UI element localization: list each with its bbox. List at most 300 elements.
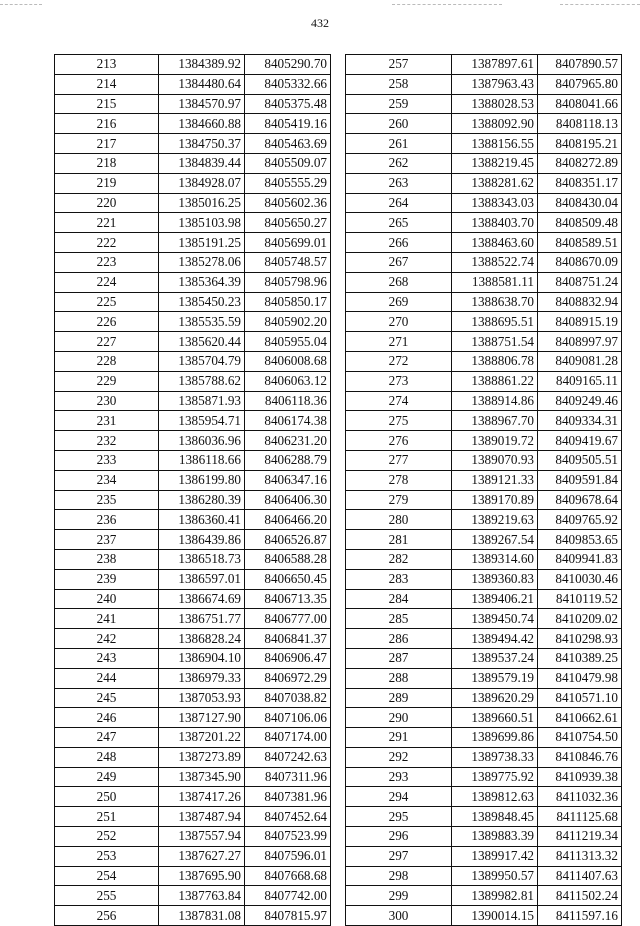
point-number-cell: 233 — [55, 450, 159, 470]
y-coordinate-cell: 8409591.84 — [538, 470, 622, 490]
x-coordinate-cell: 1387487.94 — [159, 807, 245, 827]
y-coordinate-cell: 8405509.07 — [245, 153, 331, 173]
y-coordinate-cell: 8406288.79 — [245, 450, 331, 470]
y-coordinate-cell: 8410209.02 — [538, 609, 622, 629]
top-rule-mid — [392, 4, 502, 5]
x-coordinate-cell: 1387201.22 — [159, 728, 245, 748]
y-coordinate-cell: 8410389.25 — [538, 648, 622, 668]
x-coordinate-cell: 1389982.81 — [452, 886, 538, 906]
table-row — [346, 74, 622, 94]
table-row — [346, 450, 622, 470]
table-row — [55, 312, 331, 332]
x-coordinate-cell: 1386979.33 — [159, 668, 245, 688]
point-number-cell: 289 — [346, 688, 452, 708]
table-row — [346, 708, 622, 728]
table-row — [55, 332, 331, 352]
table-row — [346, 668, 622, 688]
table-row — [346, 153, 622, 173]
x-coordinate-cell: 1388581.11 — [452, 272, 538, 292]
y-coordinate-cell: 8408997.97 — [538, 332, 622, 352]
point-number-cell: 268 — [346, 272, 452, 292]
point-number-cell: 288 — [346, 668, 452, 688]
x-coordinate-cell: 1388156.55 — [452, 134, 538, 154]
point-number-cell: 285 — [346, 609, 452, 629]
table-row — [55, 846, 331, 866]
y-coordinate-cell: 8407381.96 — [245, 787, 331, 807]
point-number-cell: 271 — [346, 332, 452, 352]
x-coordinate-cell: 1389170.89 — [452, 490, 538, 510]
y-coordinate-cell: 8407106.06 — [245, 708, 331, 728]
point-number-cell: 260 — [346, 114, 452, 134]
point-number-cell: 295 — [346, 807, 452, 827]
point-number-cell: 229 — [55, 371, 159, 391]
x-coordinate-cell: 1389620.29 — [452, 688, 538, 708]
point-number-cell: 278 — [346, 470, 452, 490]
point-number-cell: 300 — [346, 906, 452, 926]
y-coordinate-cell: 8409334.31 — [538, 411, 622, 431]
x-coordinate-cell: 1385871.93 — [159, 391, 245, 411]
y-coordinate-cell: 8410298.93 — [538, 629, 622, 649]
y-coordinate-cell: 8405602.36 — [245, 193, 331, 213]
table-row — [346, 470, 622, 490]
table-row — [55, 510, 331, 530]
y-coordinate-cell: 8405699.01 — [245, 233, 331, 253]
table-row — [55, 589, 331, 609]
x-coordinate-cell: 1386360.41 — [159, 510, 245, 530]
x-coordinate-cell: 1389121.33 — [452, 470, 538, 490]
table-row — [346, 55, 622, 75]
table-row — [55, 153, 331, 173]
x-coordinate-cell: 1386751.77 — [159, 609, 245, 629]
point-number-cell: 297 — [346, 846, 452, 866]
y-coordinate-cell: 8406713.35 — [245, 589, 331, 609]
y-coordinate-cell: 8409505.51 — [538, 450, 622, 470]
point-number-cell: 250 — [55, 787, 159, 807]
table-row — [346, 530, 622, 550]
y-coordinate-cell: 8410939.38 — [538, 767, 622, 787]
y-coordinate-cell: 8410479.98 — [538, 668, 622, 688]
point-number-cell: 262 — [346, 153, 452, 173]
y-coordinate-cell: 8406063.12 — [245, 371, 331, 391]
table-row — [55, 747, 331, 767]
point-number-cell: 222 — [55, 233, 159, 253]
table-row — [55, 708, 331, 728]
y-coordinate-cell: 8408272.89 — [538, 153, 622, 173]
point-number-cell: 280 — [346, 510, 452, 530]
point-number-cell: 245 — [55, 688, 159, 708]
point-number-cell: 269 — [346, 292, 452, 312]
x-coordinate-cell: 1388219.45 — [452, 153, 538, 173]
point-number-cell: 293 — [346, 767, 452, 787]
table-row — [346, 193, 622, 213]
x-coordinate-cell: 1386280.39 — [159, 490, 245, 510]
point-number-cell: 231 — [55, 411, 159, 431]
table-row — [55, 728, 331, 748]
x-coordinate-cell: 1384750.37 — [159, 134, 245, 154]
point-number-cell: 276 — [346, 431, 452, 451]
table-row — [346, 272, 622, 292]
y-coordinate-cell: 8405798.96 — [245, 272, 331, 292]
table-row — [55, 74, 331, 94]
point-number-cell: 227 — [55, 332, 159, 352]
y-coordinate-cell: 8411125.68 — [538, 807, 622, 827]
table-row — [346, 114, 622, 134]
x-coordinate-cell: 1388751.54 — [452, 332, 538, 352]
table-row — [55, 490, 331, 510]
table-row — [346, 371, 622, 391]
table-row — [346, 688, 622, 708]
y-coordinate-cell: 8406008.68 — [245, 351, 331, 371]
x-coordinate-cell: 1389314.60 — [452, 549, 538, 569]
x-coordinate-cell: 1384660.88 — [159, 114, 245, 134]
table-row — [346, 866, 622, 886]
y-coordinate-cell: 8410846.76 — [538, 747, 622, 767]
point-number-cell: 241 — [55, 609, 159, 629]
table-row — [55, 668, 331, 688]
table-row — [55, 213, 331, 233]
y-coordinate-cell: 8408915.19 — [538, 312, 622, 332]
y-coordinate-cell: 8405955.04 — [245, 332, 331, 352]
point-number-cell: 256 — [55, 906, 159, 926]
x-coordinate-cell: 1384928.07 — [159, 173, 245, 193]
point-number-cell: 249 — [55, 767, 159, 787]
x-coordinate-cell: 1389950.57 — [452, 866, 538, 886]
table-row — [346, 549, 622, 569]
point-number-cell: 275 — [346, 411, 452, 431]
x-coordinate-cell: 1389360.83 — [452, 569, 538, 589]
point-number-cell: 286 — [346, 629, 452, 649]
y-coordinate-cell: 8406406.30 — [245, 490, 331, 510]
x-coordinate-cell: 1384839.44 — [159, 153, 245, 173]
table-row — [55, 173, 331, 193]
table-row — [55, 866, 331, 886]
x-coordinate-cell: 1386597.01 — [159, 569, 245, 589]
y-coordinate-cell: 8409081.28 — [538, 351, 622, 371]
point-number-cell: 235 — [55, 490, 159, 510]
table-row — [346, 886, 622, 906]
top-rule-right — [560, 4, 640, 5]
x-coordinate-cell: 1385535.59 — [159, 312, 245, 332]
x-coordinate-cell: 1388281.62 — [452, 173, 538, 193]
x-coordinate-cell: 1386828.24 — [159, 629, 245, 649]
y-coordinate-cell: 8410119.52 — [538, 589, 622, 609]
table-row — [346, 292, 622, 312]
x-coordinate-cell: 1387695.90 — [159, 866, 245, 886]
x-coordinate-cell: 1388028.53 — [452, 94, 538, 114]
x-coordinate-cell: 1389579.19 — [452, 668, 538, 688]
y-coordinate-cell: 8411219.34 — [538, 827, 622, 847]
coordinate-table-left — [54, 54, 331, 926]
y-coordinate-cell: 8406174.38 — [245, 411, 331, 431]
table-row — [55, 351, 331, 371]
x-coordinate-cell: 1389738.33 — [452, 747, 538, 767]
table-row — [55, 371, 331, 391]
point-number-cell: 261 — [346, 134, 452, 154]
x-coordinate-cell: 1387627.27 — [159, 846, 245, 866]
point-number-cell: 243 — [55, 648, 159, 668]
point-number-cell: 246 — [55, 708, 159, 728]
table-row — [346, 609, 622, 629]
point-number-cell: 225 — [55, 292, 159, 312]
point-number-cell: 218 — [55, 153, 159, 173]
y-coordinate-cell: 8408041.66 — [538, 94, 622, 114]
point-number-cell: 226 — [55, 312, 159, 332]
x-coordinate-cell: 1386199.80 — [159, 470, 245, 490]
table-row — [346, 351, 622, 371]
x-coordinate-cell: 1390014.15 — [452, 906, 538, 926]
table-row — [55, 470, 331, 490]
y-coordinate-cell: 8407890.57 — [538, 55, 622, 75]
table-row — [55, 193, 331, 213]
y-coordinate-cell: 8405555.29 — [245, 173, 331, 193]
x-coordinate-cell: 1387557.94 — [159, 827, 245, 847]
y-coordinate-cell: 8409853.65 — [538, 530, 622, 550]
x-coordinate-cell: 1386118.66 — [159, 450, 245, 470]
x-coordinate-cell: 1384480.64 — [159, 74, 245, 94]
y-coordinate-cell: 8409765.92 — [538, 510, 622, 530]
point-number-cell: 299 — [346, 886, 452, 906]
point-number-cell: 240 — [55, 589, 159, 609]
x-coordinate-cell: 1387127.90 — [159, 708, 245, 728]
y-coordinate-cell: 8411597.16 — [538, 906, 622, 926]
table-row — [346, 94, 622, 114]
table-row — [346, 134, 622, 154]
y-coordinate-cell: 8410030.46 — [538, 569, 622, 589]
point-number-cell: 254 — [55, 866, 159, 886]
table-row — [55, 827, 331, 847]
x-coordinate-cell: 1389537.24 — [452, 648, 538, 668]
y-coordinate-cell: 8410571.10 — [538, 688, 622, 708]
x-coordinate-cell: 1385788.62 — [159, 371, 245, 391]
x-coordinate-cell: 1386036.96 — [159, 431, 245, 451]
x-coordinate-cell: 1388806.78 — [452, 351, 538, 371]
point-number-cell: 232 — [55, 431, 159, 451]
x-coordinate-cell: 1387963.43 — [452, 74, 538, 94]
table-row — [55, 629, 331, 649]
table-row — [55, 688, 331, 708]
point-number-cell: 298 — [346, 866, 452, 886]
x-coordinate-cell: 1387763.84 — [159, 886, 245, 906]
table-row — [55, 233, 331, 253]
point-number-cell: 221 — [55, 213, 159, 233]
y-coordinate-cell: 8410754.50 — [538, 728, 622, 748]
y-coordinate-cell: 8406118.36 — [245, 391, 331, 411]
point-number-cell: 224 — [55, 272, 159, 292]
point-number-cell: 216 — [55, 114, 159, 134]
y-coordinate-cell: 8409941.83 — [538, 549, 622, 569]
point-number-cell: 255 — [55, 886, 159, 906]
point-number-cell: 277 — [346, 450, 452, 470]
x-coordinate-cell: 1388638.70 — [452, 292, 538, 312]
point-number-cell: 265 — [346, 213, 452, 233]
table-row — [346, 312, 622, 332]
point-number-cell: 282 — [346, 549, 452, 569]
point-number-cell: 215 — [55, 94, 159, 114]
y-coordinate-cell: 8411032.36 — [538, 787, 622, 807]
table-row — [55, 292, 331, 312]
point-number-cell: 290 — [346, 708, 452, 728]
y-coordinate-cell: 8409249.46 — [538, 391, 622, 411]
table-row — [346, 391, 622, 411]
x-coordinate-cell: 1385103.98 — [159, 213, 245, 233]
y-coordinate-cell: 8408195.21 — [538, 134, 622, 154]
page-number: 432 — [311, 16, 329, 30]
table-row — [346, 787, 622, 807]
point-number-cell: 267 — [346, 252, 452, 272]
y-coordinate-cell: 8406347.16 — [245, 470, 331, 490]
x-coordinate-cell: 1387053.93 — [159, 688, 245, 708]
table-row — [55, 609, 331, 629]
y-coordinate-cell: 8408589.51 — [538, 233, 622, 253]
x-coordinate-cell: 1385954.71 — [159, 411, 245, 431]
x-coordinate-cell: 1385016.25 — [159, 193, 245, 213]
table-row — [346, 846, 622, 866]
table-row — [55, 569, 331, 589]
y-coordinate-cell: 8409165.11 — [538, 371, 622, 391]
point-number-cell: 287 — [346, 648, 452, 668]
x-coordinate-cell: 1389494.42 — [452, 629, 538, 649]
point-number-cell: 272 — [346, 351, 452, 371]
y-coordinate-cell: 8406841.37 — [245, 629, 331, 649]
x-coordinate-cell: 1386518.73 — [159, 549, 245, 569]
point-number-cell: 234 — [55, 470, 159, 490]
x-coordinate-cell: 1388522.74 — [452, 252, 538, 272]
point-number-cell: 220 — [55, 193, 159, 213]
point-number-cell: 296 — [346, 827, 452, 847]
table-row — [55, 391, 331, 411]
y-coordinate-cell: 8411313.32 — [538, 846, 622, 866]
point-number-cell: 237 — [55, 530, 159, 550]
y-coordinate-cell: 8406906.47 — [245, 648, 331, 668]
x-coordinate-cell: 1387273.89 — [159, 747, 245, 767]
x-coordinate-cell: 1388967.70 — [452, 411, 538, 431]
y-coordinate-cell: 8405290.70 — [245, 55, 331, 75]
x-coordinate-cell: 1389660.51 — [452, 708, 538, 728]
x-coordinate-cell: 1388914.86 — [452, 391, 538, 411]
x-coordinate-cell: 1385364.39 — [159, 272, 245, 292]
y-coordinate-cell: 8405375.48 — [245, 94, 331, 114]
x-coordinate-cell: 1386439.86 — [159, 530, 245, 550]
x-coordinate-cell: 1389450.74 — [452, 609, 538, 629]
coordinate-table-right-body — [346, 55, 622, 926]
point-number-cell: 281 — [346, 530, 452, 550]
table-row — [55, 450, 331, 470]
point-number-cell: 273 — [346, 371, 452, 391]
table-row — [346, 431, 622, 451]
table-row — [55, 807, 331, 827]
x-coordinate-cell: 1385191.25 — [159, 233, 245, 253]
table-row — [55, 906, 331, 926]
table-row — [55, 648, 331, 668]
table-row — [55, 134, 331, 154]
y-coordinate-cell: 8411502.24 — [538, 886, 622, 906]
y-coordinate-cell: 8405463.69 — [245, 134, 331, 154]
point-number-cell: 263 — [346, 173, 452, 193]
y-coordinate-cell: 8407815.97 — [245, 906, 331, 926]
y-coordinate-cell: 8407668.68 — [245, 866, 331, 886]
y-coordinate-cell: 8406650.45 — [245, 569, 331, 589]
y-coordinate-cell: 8407523.99 — [245, 827, 331, 847]
x-coordinate-cell: 1387897.61 — [452, 55, 538, 75]
point-number-cell: 228 — [55, 351, 159, 371]
table-row — [346, 589, 622, 609]
table-row — [346, 827, 622, 847]
x-coordinate-cell: 1385620.44 — [159, 332, 245, 352]
y-coordinate-cell: 8407596.01 — [245, 846, 331, 866]
table-row — [346, 767, 622, 787]
x-coordinate-cell: 1386904.10 — [159, 648, 245, 668]
point-number-cell: 270 — [346, 312, 452, 332]
table-row — [55, 886, 331, 906]
y-coordinate-cell: 8406526.87 — [245, 530, 331, 550]
x-coordinate-cell: 1387345.90 — [159, 767, 245, 787]
point-number-cell: 214 — [55, 74, 159, 94]
point-number-cell: 259 — [346, 94, 452, 114]
x-coordinate-cell: 1389019.72 — [452, 431, 538, 451]
coordinate-table-right — [345, 54, 622, 926]
y-coordinate-cell: 8410662.61 — [538, 708, 622, 728]
x-coordinate-cell: 1389917.42 — [452, 846, 538, 866]
x-coordinate-cell: 1389883.39 — [452, 827, 538, 847]
point-number-cell: 239 — [55, 569, 159, 589]
y-coordinate-cell: 8407242.63 — [245, 747, 331, 767]
table-row — [346, 233, 622, 253]
y-coordinate-cell: 8408670.09 — [538, 252, 622, 272]
x-coordinate-cell: 1388343.03 — [452, 193, 538, 213]
y-coordinate-cell: 8405650.27 — [245, 213, 331, 233]
x-coordinate-cell: 1384570.97 — [159, 94, 245, 114]
x-coordinate-cell: 1387831.08 — [159, 906, 245, 926]
top-rule-left — [0, 4, 42, 5]
x-coordinate-cell: 1389406.21 — [452, 589, 538, 609]
x-coordinate-cell: 1385278.06 — [159, 252, 245, 272]
table-row — [346, 332, 622, 352]
y-coordinate-cell: 8409419.67 — [538, 431, 622, 451]
table-row — [346, 173, 622, 193]
y-coordinate-cell: 8405850.17 — [245, 292, 331, 312]
x-coordinate-cell: 1389775.92 — [452, 767, 538, 787]
x-coordinate-cell: 1389848.45 — [452, 807, 538, 827]
y-coordinate-cell: 8406588.28 — [245, 549, 331, 569]
point-number-cell: 291 — [346, 728, 452, 748]
table-row — [346, 747, 622, 767]
point-number-cell: 283 — [346, 569, 452, 589]
table-row — [55, 94, 331, 114]
x-coordinate-cell: 1388092.90 — [452, 114, 538, 134]
point-number-cell: 274 — [346, 391, 452, 411]
table-row — [346, 490, 622, 510]
point-number-cell: 248 — [55, 747, 159, 767]
table-row — [55, 431, 331, 451]
table-row — [346, 569, 622, 589]
y-coordinate-cell: 8407742.00 — [245, 886, 331, 906]
point-number-cell: 244 — [55, 668, 159, 688]
y-coordinate-cell: 8407965.80 — [538, 74, 622, 94]
table-row — [55, 411, 331, 431]
table-row — [55, 530, 331, 550]
point-number-cell: 294 — [346, 787, 452, 807]
y-coordinate-cell: 8408118.13 — [538, 114, 622, 134]
table-row — [346, 728, 622, 748]
x-coordinate-cell: 1389699.86 — [452, 728, 538, 748]
point-number-cell: 242 — [55, 629, 159, 649]
table-row — [346, 411, 622, 431]
y-coordinate-cell: 8408751.24 — [538, 272, 622, 292]
y-coordinate-cell: 8408509.48 — [538, 213, 622, 233]
y-coordinate-cell: 8405748.57 — [245, 252, 331, 272]
point-number-cell: 213 — [55, 55, 159, 75]
y-coordinate-cell: 8407038.82 — [245, 688, 331, 708]
